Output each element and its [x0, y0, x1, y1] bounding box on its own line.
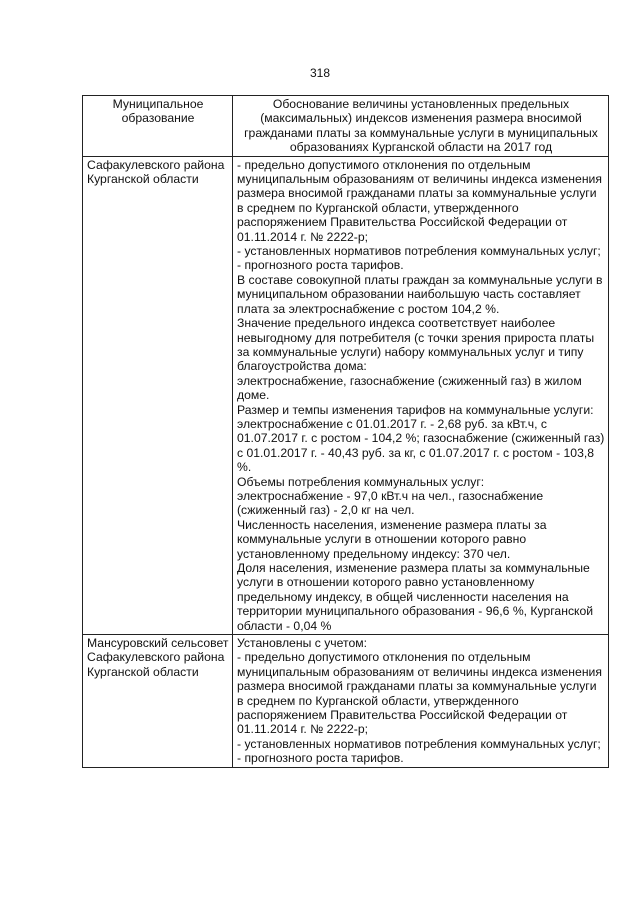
paragraph: электроснабжение - 97,0 кВт.ч на чел., газоснабжение (сжиженный газ) - 2,0 кг на чел.	[237, 488, 544, 518]
paragraph: - предельно допустимого отклонения по отдельным муниципальным образованиям от величины индекса изменения размера вносимой гражданами платы за коммунальные услуги в среднем по Курганской области, утвержденного распоряжением Правительства Российской Федерации от 01.11.2014 г. № 2222-р;	[237, 157, 602, 244]
municipality-cell: Мансуровский сельсовет Сафакулевского района Курганской области	[83, 635, 233, 768]
page-number: 318	[309, 66, 331, 80]
paragraph: Численность населения, изменение размера платы за коммунальные услуги в отношении которого равно установленному предельному индексу: 370 чел.	[237, 517, 547, 561]
paragraph: - предельно допустимого отклонения по отдельным муниципальным образованиям от величины индекса изменения размера вносимой гражданами платы за коммунальные услуги в среднем по Курганской области, утвержденного распоряжением Правительства Российской Федерации от 01.11.2014 г. № 2222-р;	[237, 650, 602, 737]
header-municipality: Муниципальное образование	[83, 96, 233, 157]
paragraph: Доля населения, изменение размера платы за коммунальные услуги в отношении которого равно установленному предельному индексу, в общей численности населения на территории муниципального образования - 96,6 %, Курганской области - 0,04 %	[237, 561, 594, 633]
paragraph: Объемы потребления коммунальных услуг:	[237, 474, 485, 489]
table-row	[83, 156, 609, 634]
table-header-row	[83, 96, 609, 157]
paragraph: - прогнозного роста тарифов.	[237, 258, 404, 273]
header-justification: Обоснование величины установленных предельных (максимальных) индексов изменения размера вносимой гражданами платы за коммунальные услуги в муниципальных образованиях Курганской области на 2017 год	[233, 96, 609, 157]
justification-cell	[233, 156, 609, 634]
paragraph: - установленных нормативов потребления коммунальных услуг;	[237, 244, 601, 259]
justification-table	[82, 95, 609, 768]
paragraph: В составе совокупной платы граждан за коммунальные услуги в муниципальном образовании наибольшую часть составляет плата за электроснабжение с ростом 104,2 %.	[237, 272, 603, 316]
paragraph: Значение предельного индекса соответствует наиболее невыгодному для потребителя (с точки зрения прироста платы за коммунальные услуги) набору коммунальных услуг и типу благоустройства дома:	[237, 316, 595, 374]
paragraph: Размер и темпы изменения тарифов на коммунальные услуги:	[237, 402, 594, 417]
table-row	[83, 635, 609, 768]
paragraph: - установленных нормативов потребления коммунальных услуг;	[237, 736, 601, 751]
paragraph: электроснабжение с 01.01.2017 г. - 2,68 руб. за кВт.ч, с 01.07.2017 г. с ростом - 104,2 %; газоснабжение (сжиженный газ) с 01.01.2017 г. - 40,43 руб. за кг, с 01.07.2017 г. с ростом - 103,8 %.	[237, 416, 605, 475]
justification-cell	[233, 635, 609, 768]
municipality-cell: Сафакулевского района Курганской области	[83, 156, 233, 634]
paragraph: Установлены с учетом:	[237, 636, 367, 651]
paragraph: электроснабжение, газоснабжение (сжиженный газ) в жилом доме.	[237, 373, 582, 403]
paragraph: - прогнозного роста тарифов.	[237, 751, 404, 766]
